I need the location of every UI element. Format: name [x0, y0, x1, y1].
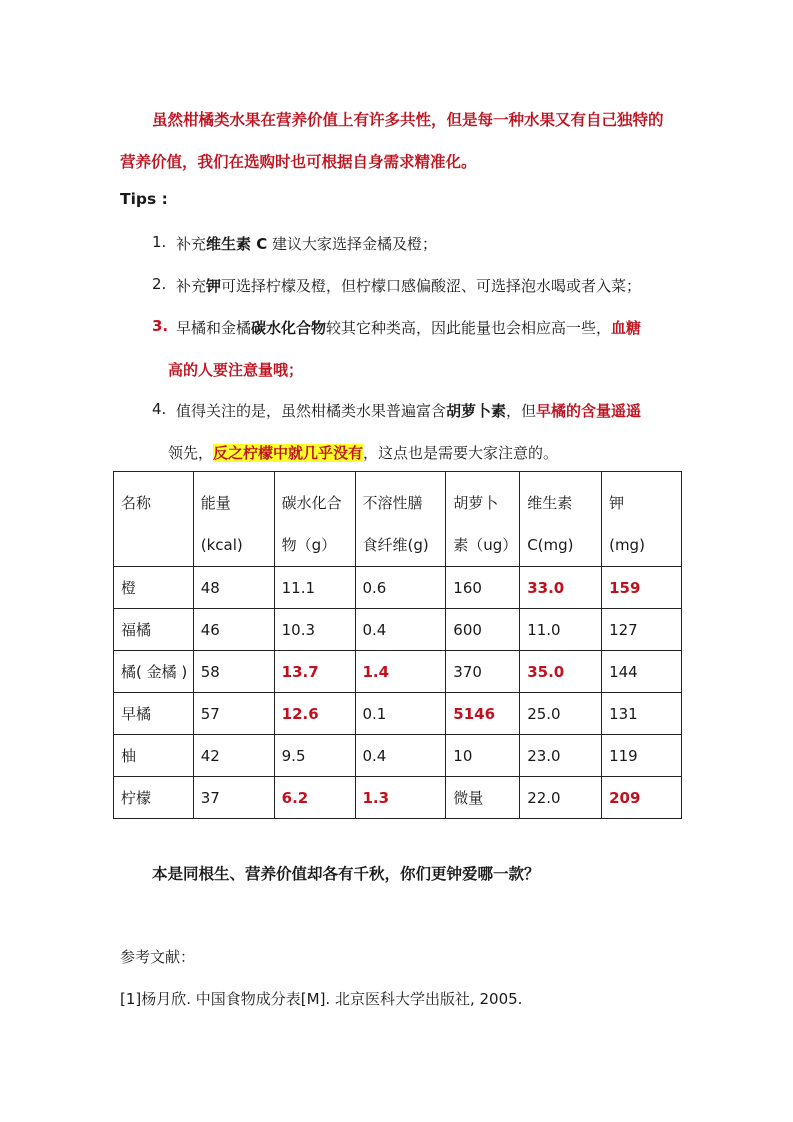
header-cell	[602, 472, 682, 567]
value-cell: 11.1	[274, 567, 355, 609]
header-cell	[520, 472, 602, 567]
intro-line-1: 虽然柑橘类水果在营养价值上有许多共性，但是每一种水果又有自己独特的	[152, 111, 664, 129]
header-cell	[114, 472, 194, 567]
tip-text	[176, 275, 641, 296]
value-cell: 127	[602, 609, 682, 651]
table-row	[114, 567, 682, 609]
fruit-name-cell: 柚	[114, 735, 194, 777]
tips-label: Tips :	[120, 190, 168, 208]
tip-text-part: 早橘和金橘	[176, 319, 252, 337]
value-cell: 119	[602, 735, 682, 777]
value-cell: 9.5	[274, 735, 355, 777]
fruit-name-cell: 早橘	[114, 693, 194, 735]
value-cell: 12.6	[274, 693, 355, 735]
header-line: (kcal)	[200, 536, 243, 554]
value-cell: 42	[193, 735, 274, 777]
header-line: 不溶性膳	[362, 494, 423, 512]
intro-line-2: 营养价值，我们在选购时也可根据自身需求精准化。	[120, 153, 477, 171]
header-line: C(mg)	[527, 536, 574, 554]
table-row	[114, 777, 682, 819]
table-header-row	[114, 472, 682, 567]
value-cell: 35.0	[520, 651, 602, 693]
closing-question: 本是同根生、营养价值却各有千秋，你们更钟爱哪一款？	[152, 865, 540, 883]
tip-text-part: 补充	[176, 235, 207, 253]
value-cell: 23.0	[520, 735, 602, 777]
tip-text	[176, 233, 437, 254]
tip-text-part: ，这点也是需要大家注意的。	[363, 444, 559, 462]
header-cell	[355, 472, 446, 567]
header-line: 胡萝卜	[453, 494, 499, 512]
tip-emphasis: 血糖	[611, 319, 642, 337]
value-cell: 13.7	[274, 651, 355, 693]
value-cell: 0.6	[355, 567, 446, 609]
value-cell: 10.3	[274, 609, 355, 651]
header-line: 钾	[609, 494, 625, 512]
value-cell: 209	[602, 777, 682, 819]
fruit-name-cell: 福橘	[114, 609, 194, 651]
tip-emphasis: 早橘的含量遥遥	[536, 402, 642, 420]
header-line: 物（g）	[281, 536, 337, 554]
value-cell: 57	[193, 693, 274, 735]
header-line: 素（ug）	[453, 536, 518, 554]
value-cell: 25.0	[520, 693, 602, 735]
value-cell: 10	[446, 735, 520, 777]
tip-keyword: 胡萝卜素	[446, 402, 507, 420]
header-cell	[193, 472, 274, 567]
value-cell: 46	[193, 609, 274, 651]
value-cell: 160	[446, 567, 520, 609]
tip-keyword: 碳水化合物	[251, 319, 327, 337]
tip-text-part: 建议大家选择金橘及橙；	[267, 235, 438, 253]
value-cell: 33.0	[520, 567, 602, 609]
value-cell: 144	[602, 651, 682, 693]
header-cell	[446, 472, 520, 567]
tip-number: 4.	[152, 400, 167, 418]
header-cell	[274, 472, 355, 567]
value-cell: 6.2	[274, 777, 355, 819]
tip-text-part: ，但	[506, 402, 537, 420]
value-cell: 11.0	[520, 609, 602, 651]
header-line: 碳水化合	[281, 494, 342, 512]
nutrition-table	[113, 471, 682, 819]
header-line: 维生素	[527, 494, 573, 512]
header-line: 食纤维(g)	[362, 536, 429, 554]
tip-text-part: 值得关注的是，虽然柑橘类水果普遍富含	[176, 402, 447, 420]
reference-label: 参考文献：	[120, 948, 196, 966]
value-cell: 1.3	[355, 777, 446, 819]
tip-number: 2.	[152, 275, 167, 293]
table-row	[114, 693, 682, 735]
tip-text-part: 补充	[176, 277, 207, 295]
tip-text-part: 可选择柠檬及橙，但柠檬口感偏酸涩、可选择泡水喝或者入菜；	[221, 277, 642, 295]
tip-number: 1.	[152, 233, 167, 251]
value-cell: 159	[602, 567, 682, 609]
tip-text	[176, 400, 641, 421]
value-cell: 0.1	[355, 693, 446, 735]
value-cell: 22.0	[520, 777, 602, 819]
value-cell: 0.4	[355, 735, 446, 777]
header-line: 能量	[200, 494, 231, 512]
header-line: 名称	[121, 494, 152, 512]
tip-text-part: 领先，	[168, 444, 214, 462]
value-cell: 131	[602, 693, 682, 735]
value-cell: 微量	[446, 777, 520, 819]
header-line: (mg)	[609, 536, 645, 554]
tip-keyword: 维生素 C	[206, 235, 268, 253]
reference-entry: [1]杨月欣. 中国食物成分表[M]. 北京医科大学出版社, 2005.	[120, 990, 523, 1008]
tip-text-continued: 高的人要注意量哦；	[168, 361, 304, 379]
tip-text-continued	[168, 442, 558, 463]
value-cell: 58	[193, 651, 274, 693]
table-row	[114, 651, 682, 693]
value-cell: 1.4	[355, 651, 446, 693]
tip-text-part: 较其它种类高，因此能量也会相应高一些，	[326, 319, 612, 337]
fruit-name-cell: 柠檬	[114, 777, 194, 819]
value-cell: 48	[193, 567, 274, 609]
tip-highlight: 反之柠檬中就几乎没有	[213, 444, 364, 462]
value-cell: 5146	[446, 693, 520, 735]
value-cell: 370	[446, 651, 520, 693]
fruit-name-cell: 橘( 金橘 )	[114, 651, 194, 693]
table-row	[114, 609, 682, 651]
value-cell: 600	[446, 609, 520, 651]
tip-number: 3.	[152, 317, 169, 335]
table-row	[114, 735, 682, 777]
fruit-name-cell: 橙	[114, 567, 194, 609]
value-cell: 0.4	[355, 609, 446, 651]
value-cell: 37	[193, 777, 274, 819]
tip-keyword: 钾	[206, 277, 222, 295]
tip-text	[176, 317, 641, 338]
